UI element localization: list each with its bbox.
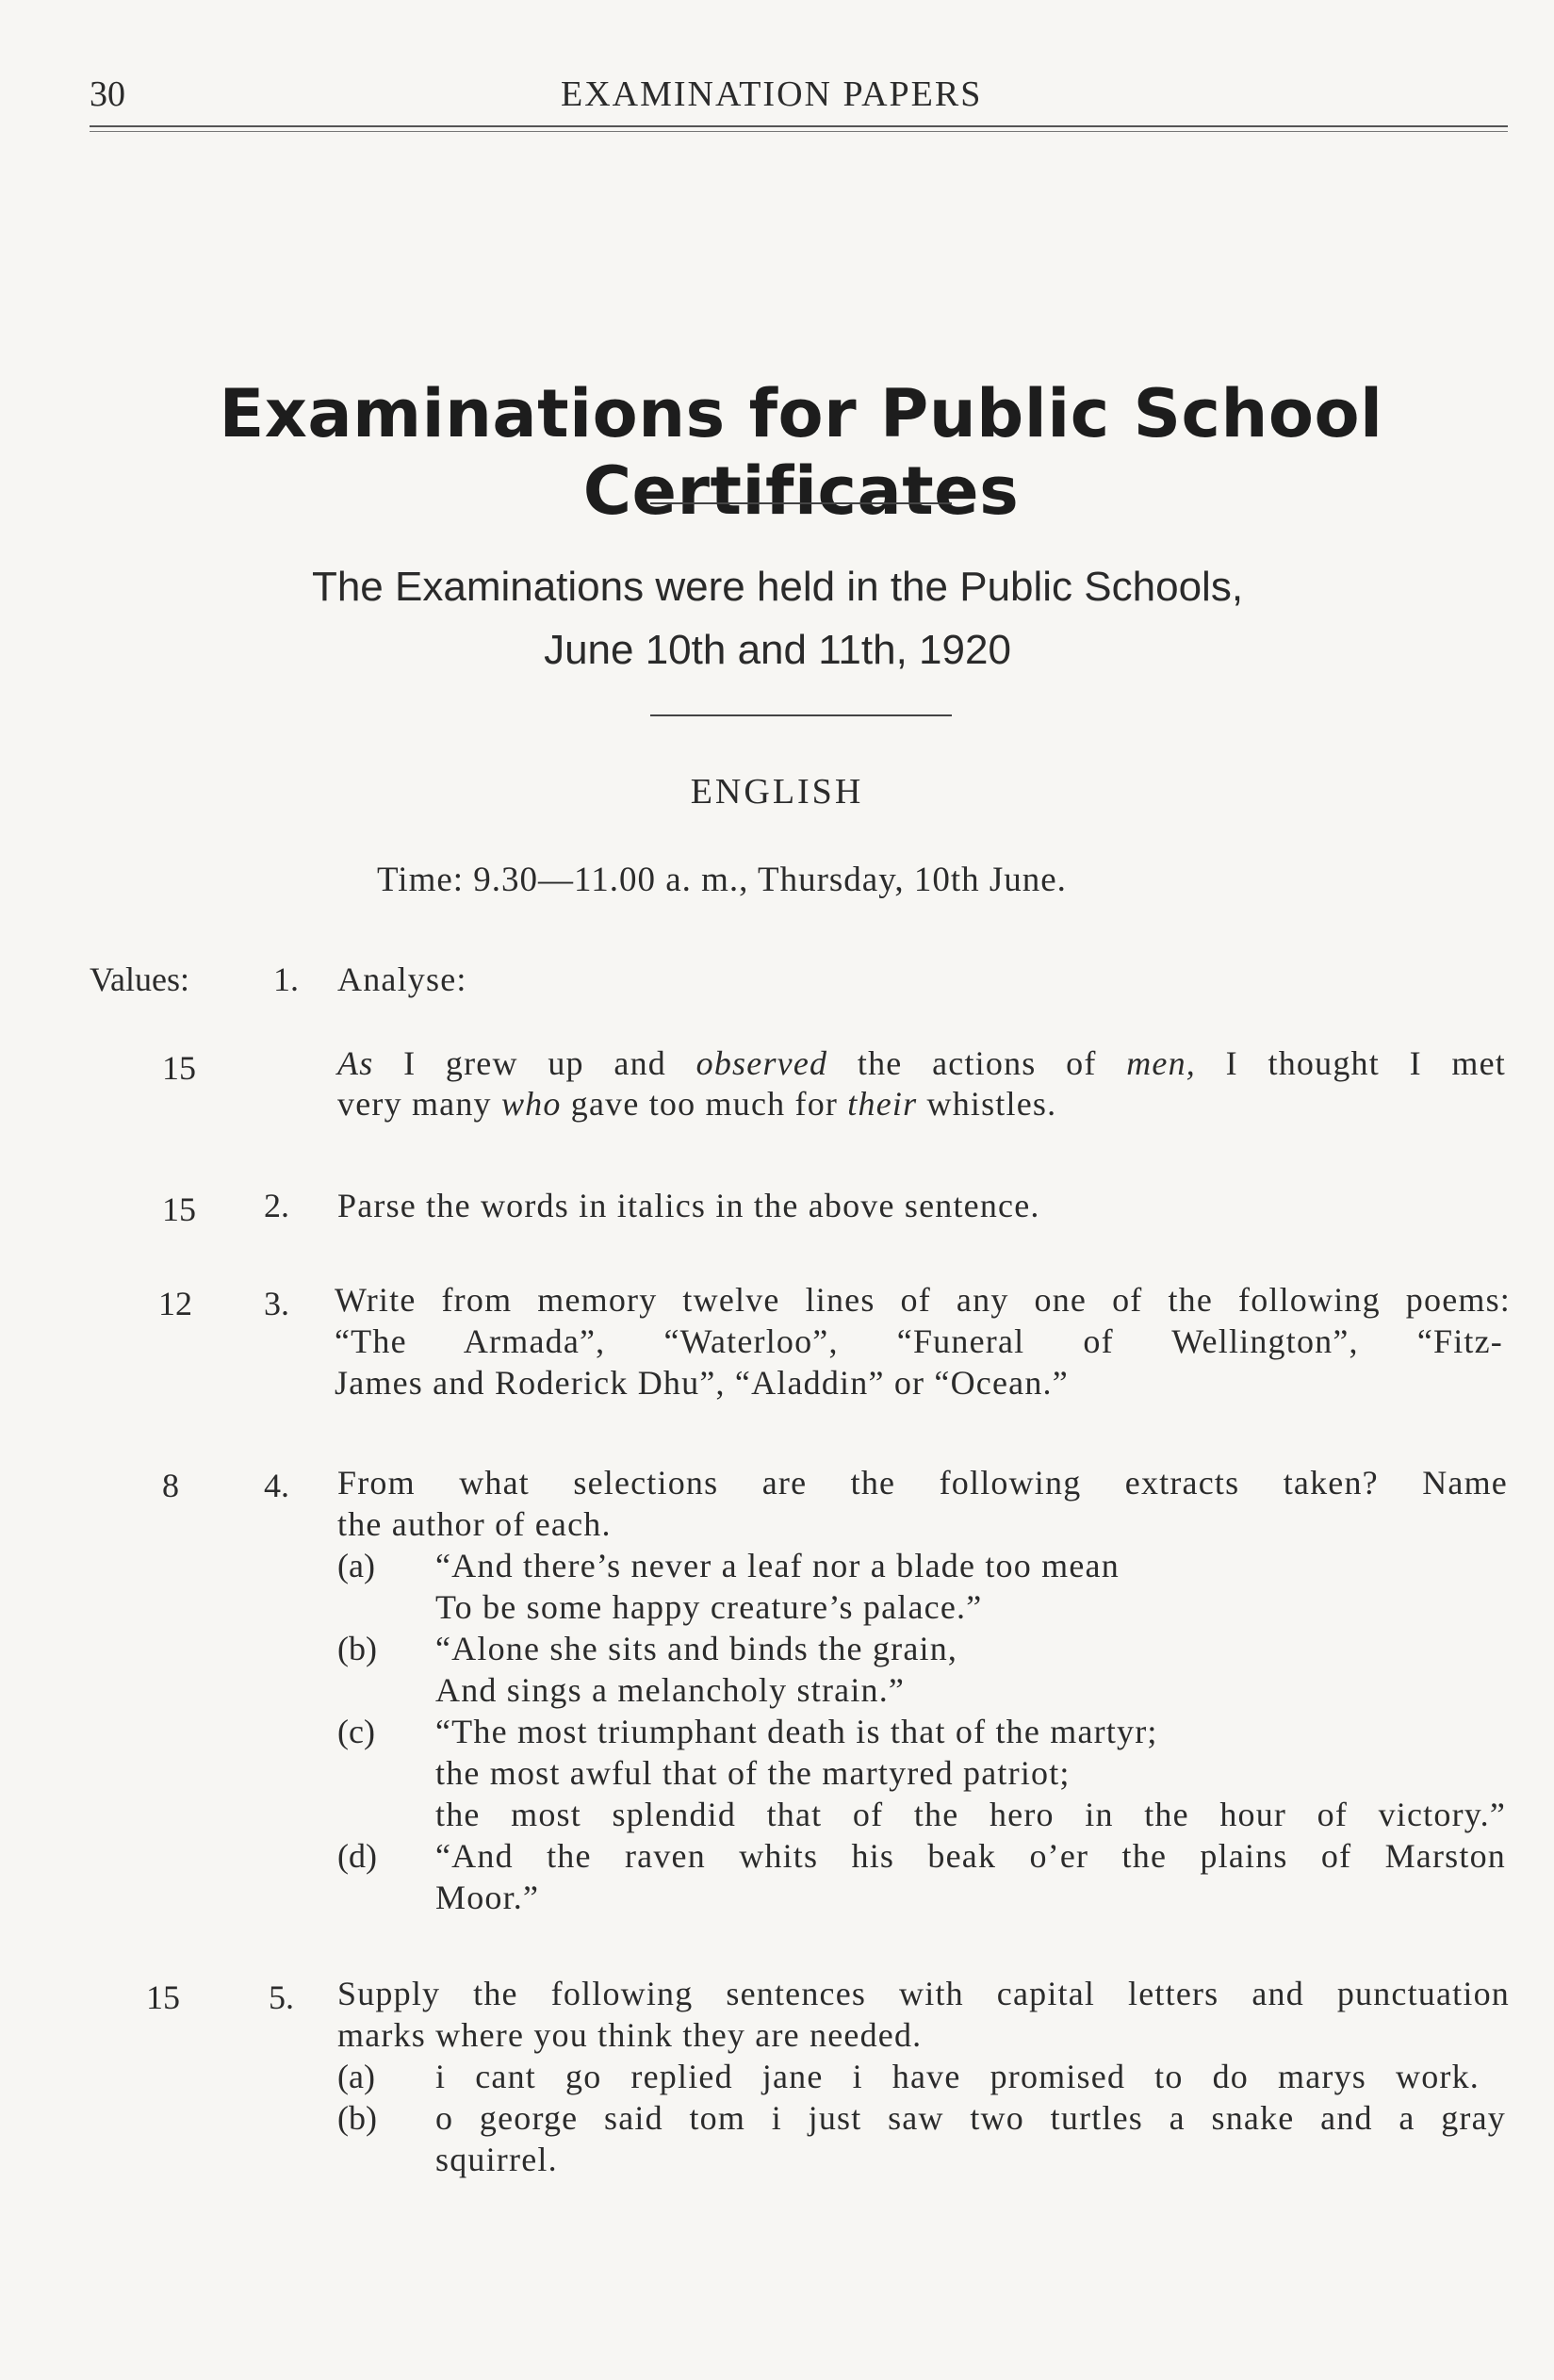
question-5a-line-1: i cant go replied jane i have promised to do marys work. xyxy=(435,2058,1480,2095)
subtitle-line-1: The Examinations were held in the Public Schools, xyxy=(311,564,1244,610)
question-4d-line-1: “And the raven whits his beak o’er the plains of Marston xyxy=(435,1837,1506,1875)
question-5-line-2: marks where you think they are needed. xyxy=(337,2016,923,2054)
page-number: 30 xyxy=(90,74,125,114)
subject-heading: ENGLISH xyxy=(690,772,864,812)
running-head xyxy=(90,74,1503,130)
exam-time: Time: 9.30—11.00 a. m., Thursday, 10th June. xyxy=(377,861,1067,899)
question-3-line-3: James and Roderick Dhu”, “Aladdin” or “Ocean.” xyxy=(335,1364,1069,1402)
header-rule-thin xyxy=(90,131,1508,132)
question-4c-line-3: the most splendid that of the hero in the hour of victory.” xyxy=(435,1796,1506,1833)
question-4a-line-1: “And there’s never a leaf nor a blade too mean xyxy=(435,1547,1120,1584)
question-1-text: Analyse: xyxy=(337,960,467,998)
question-4b-line-1: “Alone she sits and binds the grain, xyxy=(435,1630,958,1667)
question-4a-line-2: To be some happy creature’s palace.” xyxy=(435,1588,983,1626)
question-5b-label: (b) xyxy=(337,2099,377,2137)
page-title: Examinations for Public School Certificates xyxy=(219,375,1383,530)
running-title: EXAMINATION PAPERS xyxy=(561,74,983,114)
question-5a-label: (a) xyxy=(337,2058,375,2095)
question-2-value: 15 xyxy=(162,1190,196,1228)
question-3-line-1: Write from memory twelve lines of any one of the following poems: xyxy=(335,1281,1511,1319)
question-4c-line-2: the most awful that of the martyred patriot; xyxy=(435,1754,1071,1792)
question-3-value: 12 xyxy=(158,1285,192,1322)
question-2-number: 2. xyxy=(264,1187,289,1224)
question-2-text: Parse the words in italics in the above sentence. xyxy=(337,1187,1040,1224)
question-4-line-2: the author of each. xyxy=(337,1505,612,1543)
question-5-line-1: Supply the following sentences with capital letters and punctuation xyxy=(337,1975,1510,2012)
question-4d-label: (d) xyxy=(337,1837,377,1875)
question-4c-label: (c) xyxy=(337,1713,375,1750)
question-1-number: 1. xyxy=(273,960,299,998)
question-4c-line-1: “The most triumphant death is that of the martyr; xyxy=(435,1713,1158,1750)
question-4b-label: (b) xyxy=(337,1630,377,1667)
question-4-number: 4. xyxy=(264,1467,289,1504)
subtitle-line-2: June 10th and 11th, 1920 xyxy=(544,627,1011,673)
subtitle-divider xyxy=(650,714,952,716)
question-3-line-2: “The Armada”, “Waterloo”, “Funeral of Wellington”, “Fitz- xyxy=(335,1322,1503,1360)
question-3-number: 3. xyxy=(264,1285,289,1322)
question-1-sentence-line-1: As I grew up and observed the actions of men, I thought I met xyxy=(337,1044,1507,1082)
question-4b-line-2: And sings a melancholy strain.” xyxy=(435,1671,906,1709)
question-5-value: 15 xyxy=(146,1978,180,2016)
question-5-number: 5. xyxy=(269,1978,294,2016)
question-1-sentence-line-2: very many who gave too much for their whistles. xyxy=(337,1085,1057,1123)
question-4-value: 8 xyxy=(162,1467,179,1504)
title-divider xyxy=(650,502,952,504)
question-4d-line-2: Moor.” xyxy=(435,1879,540,1916)
question-1-value: 15 xyxy=(162,1049,196,1087)
question-5b-line-1: o george said tom i just saw two turtles a snake and a gray xyxy=(435,2099,1506,2137)
question-4a-label: (a) xyxy=(337,1547,375,1584)
values-label: Values: xyxy=(90,960,189,998)
question-4-line-1: From what selections are the following extracts taken? Name xyxy=(337,1464,1508,1502)
question-5b-line-2: squirrel. xyxy=(435,2141,558,2178)
header-rule xyxy=(90,125,1508,127)
